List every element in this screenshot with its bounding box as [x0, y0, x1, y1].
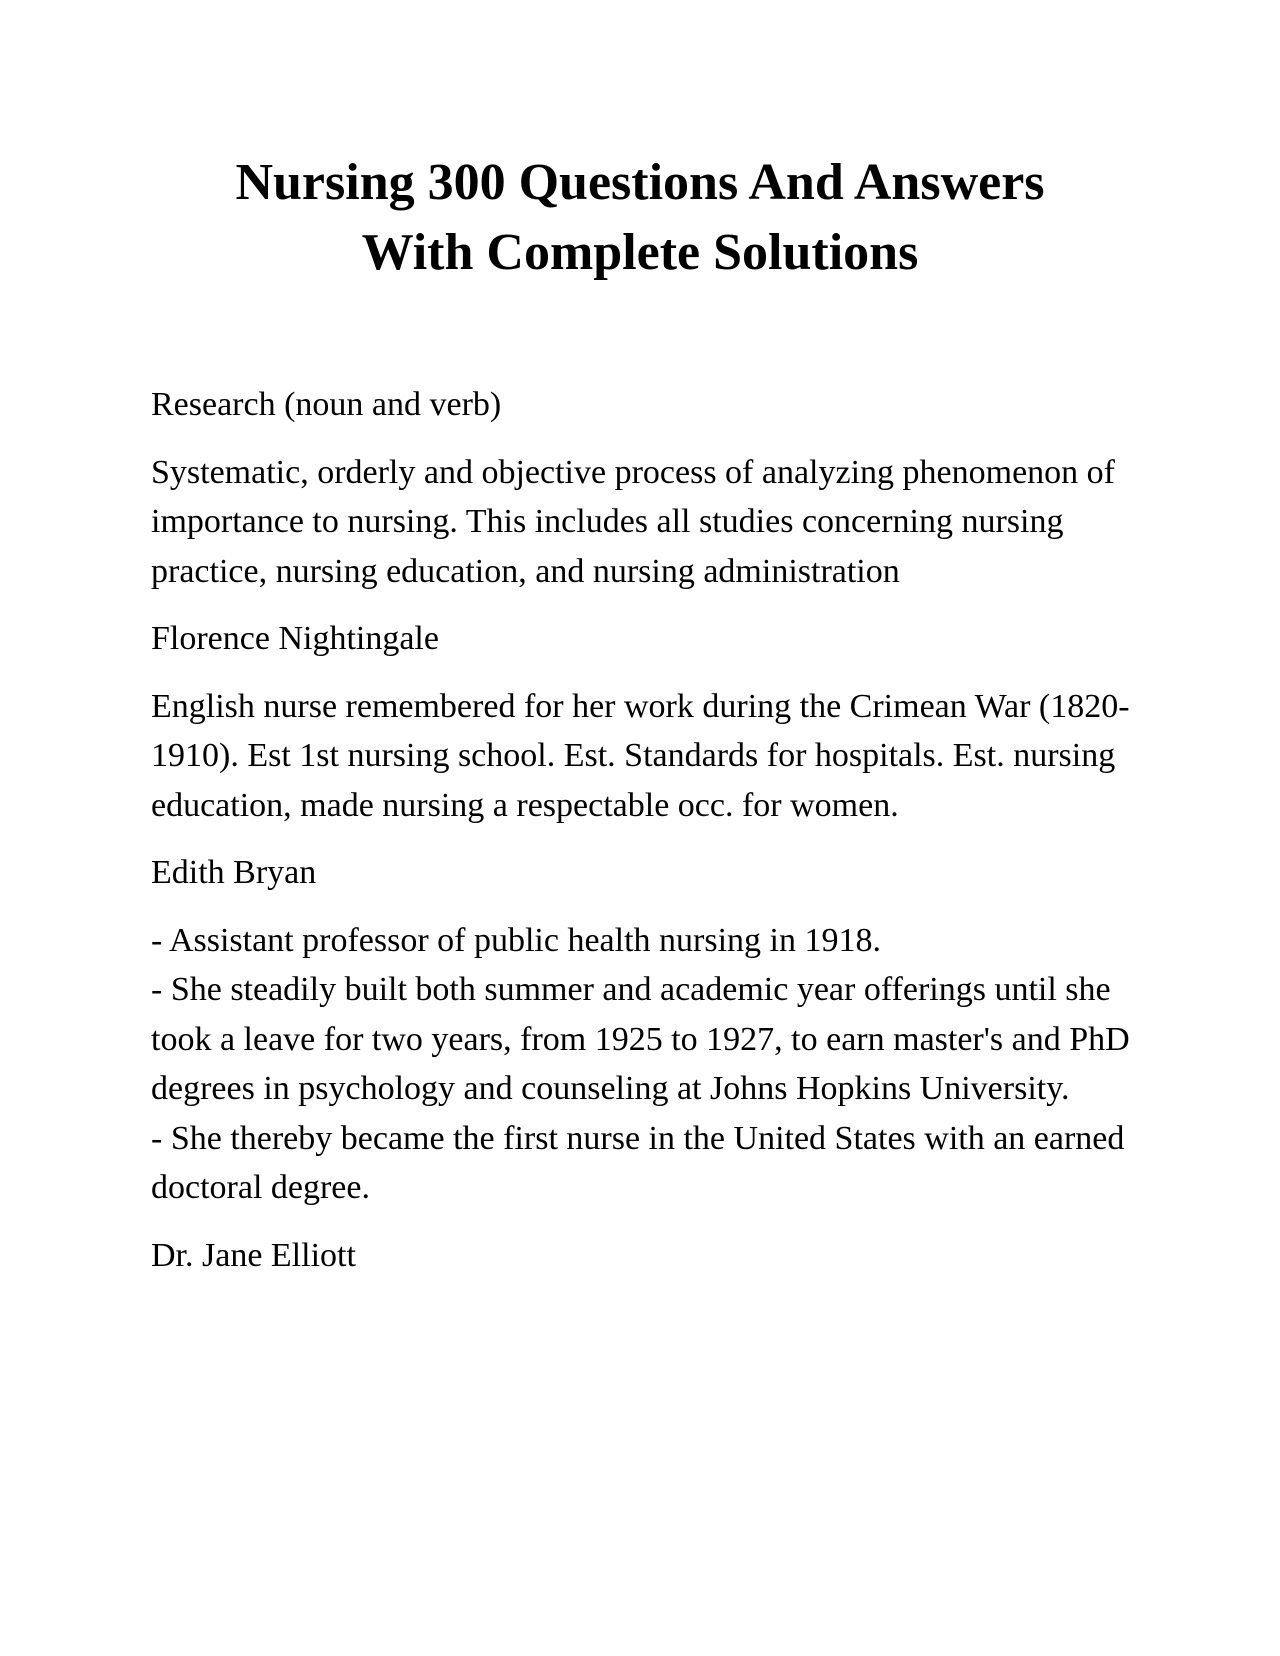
document-title-line-2: With Complete Solutions	[361, 224, 919, 281]
definition-florence-nightingale: English nurse remembered for her work during the Crimean War (1820-1910). Est 1st nursing school. Est. Standards for hospitals. Est. nursing education, made nursing a respectable occ. for women.	[151, 687, 1130, 824]
document-title-line-1: Nursing 300 Questions And Answers	[235, 154, 1045, 211]
definition-edith-bryan-point-2: - She steadily built both summer and academic year offerings until she took a leave for two years, from 1925 to 1927, to earn master's and PhD degrees in psychology and counseling at Johns Hopkins University.	[151, 971, 1130, 1107]
term-edith-bryan: Edith Bryan	[151, 854, 317, 891]
term-jane-elliott: Dr. Jane Elliott	[151, 1236, 356, 1274]
definition-research: Systematic, orderly and objective process of analyzing phenomenon of importance to nursing. This includes all studies concerning nursing practice, nursing education, and nursing administration	[151, 453, 1115, 590]
document-title	[150, 148, 1130, 288]
definition-edith-bryan	[151, 916, 1141, 1213]
definition-edith-bryan-point-1: - Assistant professor of public health nursing in 1918.	[151, 921, 881, 959]
document-body	[151, 380, 1141, 1298]
term-florence-nightingale: Florence Nightingale	[151, 620, 439, 657]
definition-edith-bryan-point-3: - She thereby became the first nurse in the United States with an earned doctoral degree.	[151, 1119, 1125, 1206]
term-research: Research (noun and verb)	[151, 386, 502, 423]
